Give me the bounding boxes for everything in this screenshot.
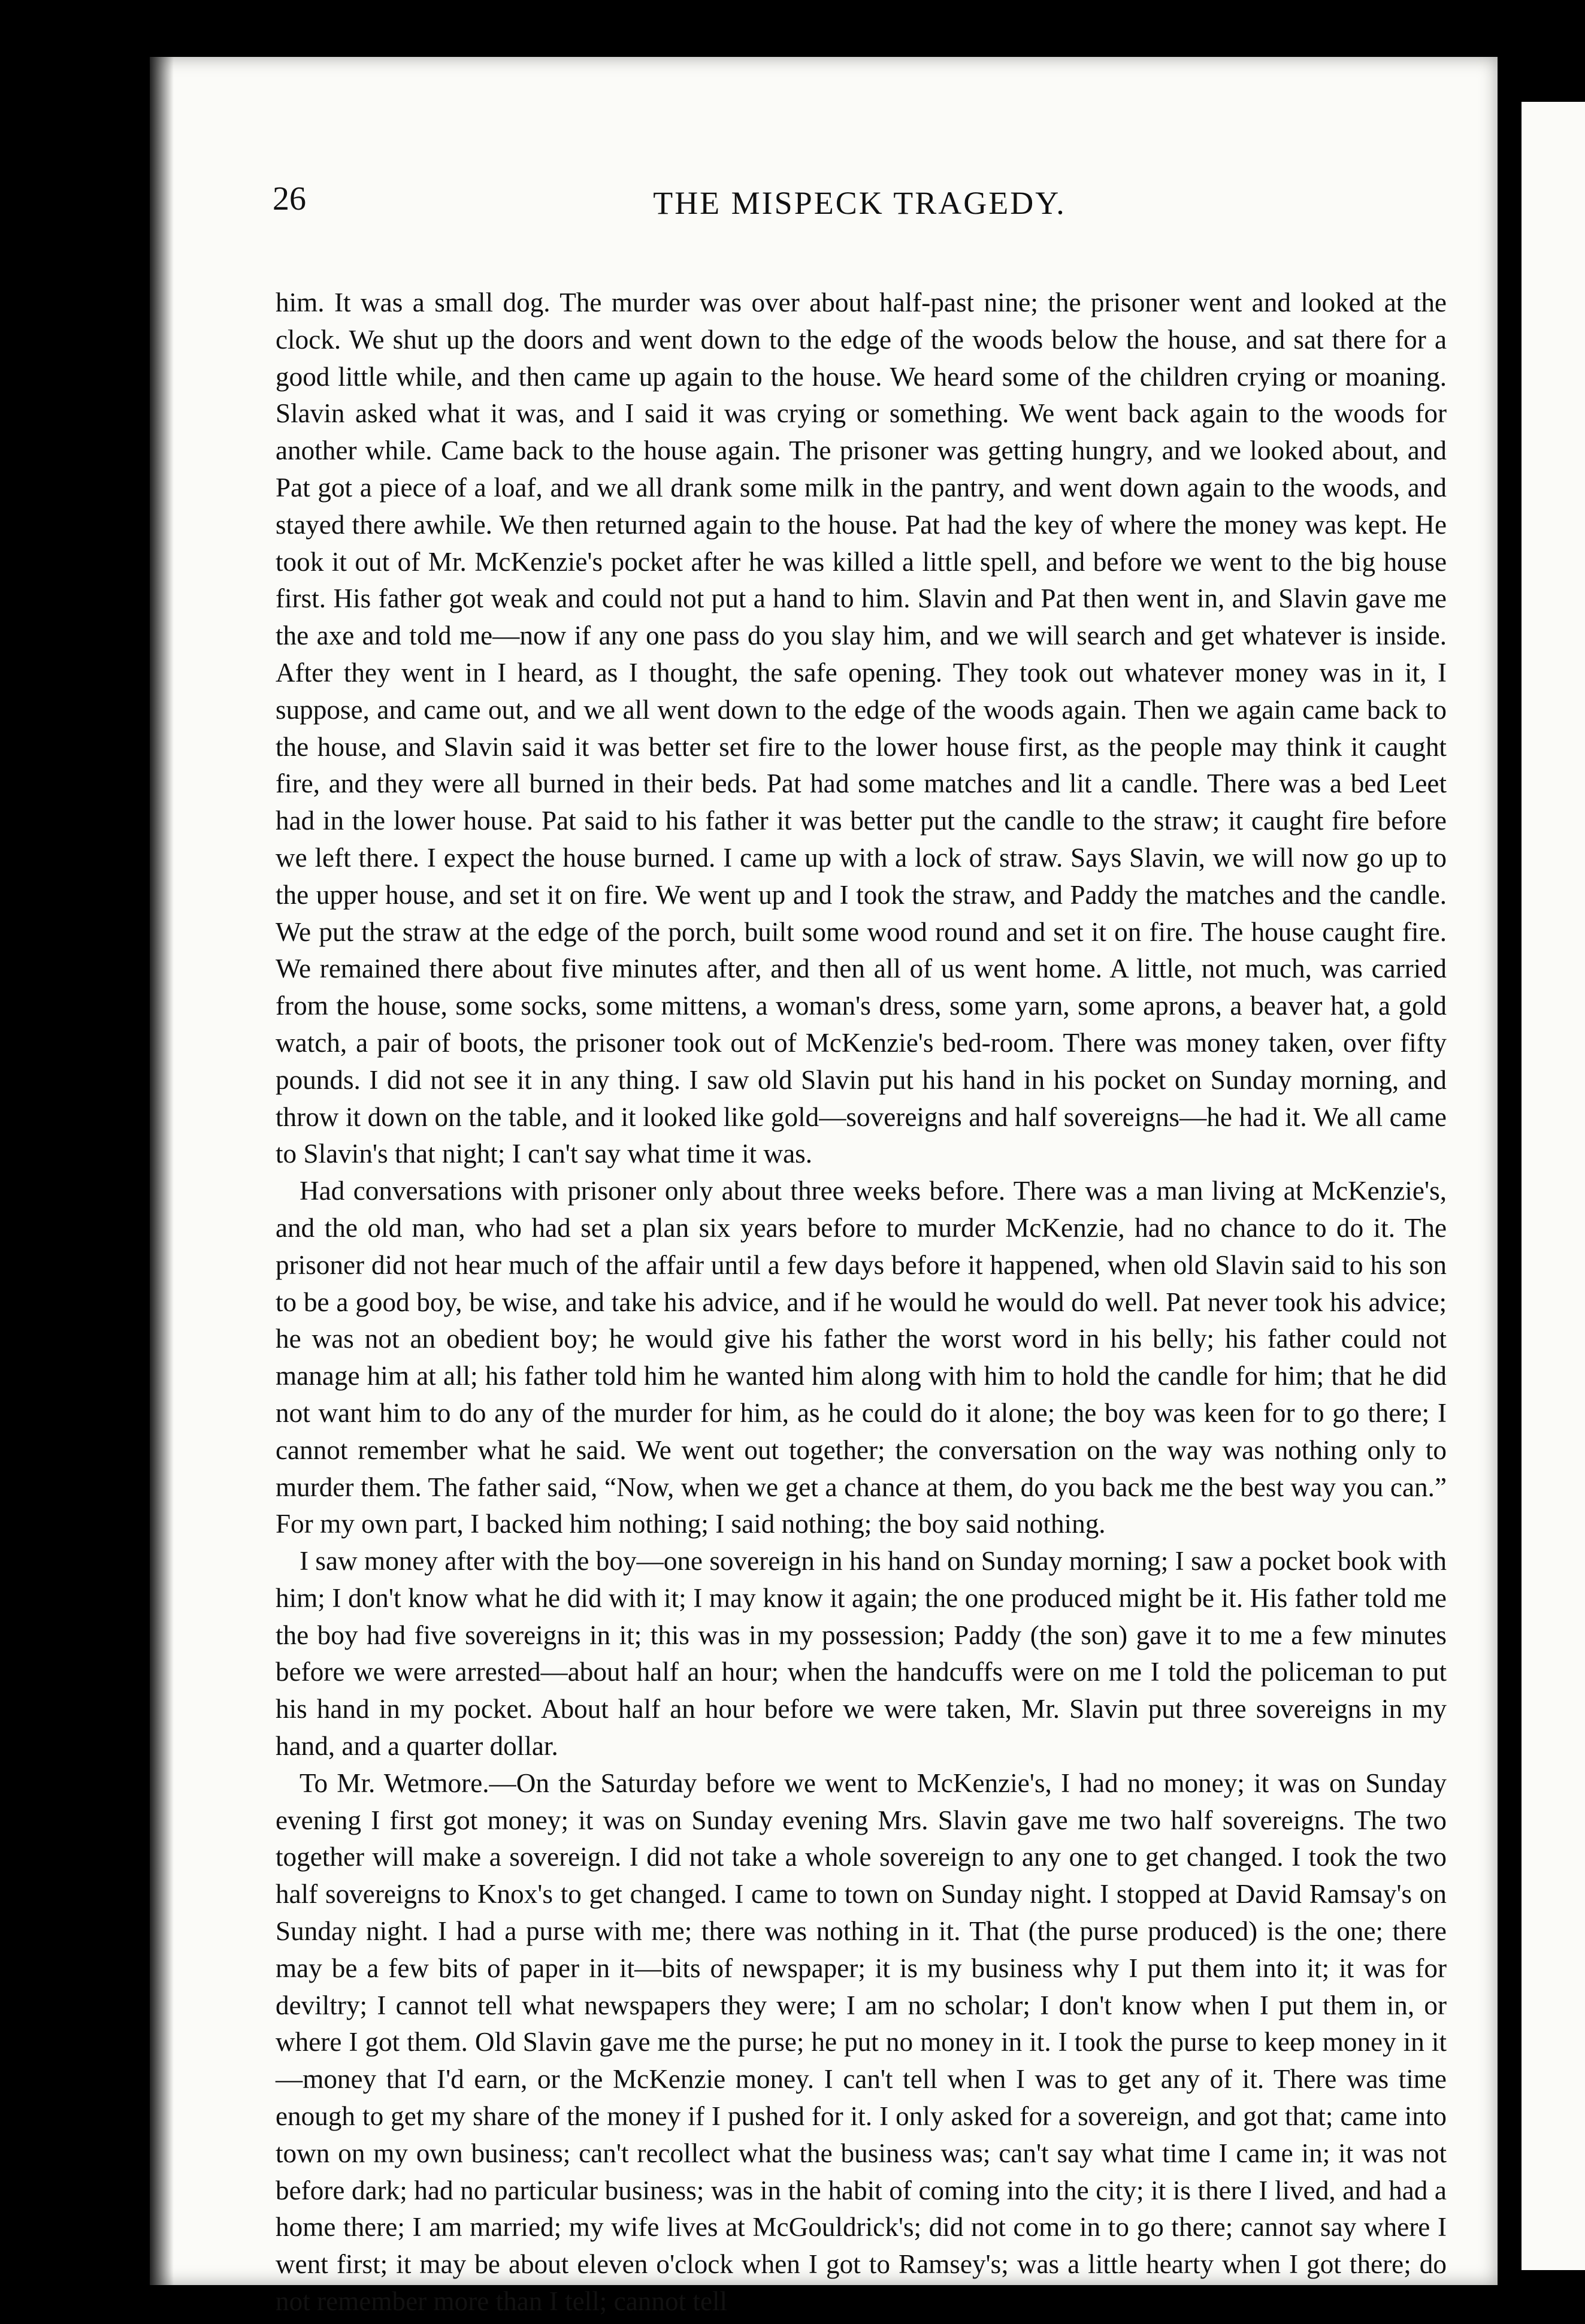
paragraph: Had conversations with prisoner only about three weeks before. There was a man living at McKenzie's, and the old man, who had set a plan six years before to murder McKenzie, had no chance to do it. The prisoner did not hear much of the affair until a few days before it happened, when old Slavin said to his son to be a good boy, be wise, and take his advice, and if he would he would do well. Pat never took his advice; he was not an obedient boy; he would give his father the worst word in his belly; his father could not manage him at all; his father told him he wanted him along with him to hold the candle for him; that he did not want him to do any of the murder for him, as he could do it alone; the boy was keen for to go there; I cannot remember what he said. We went out together; the conversation on the way was nothing only to murder them. The father said, “Now, when we get a chance at them, do you back me the best way you can.” For my own part, I backed him nothing; I said nothing; the boy said nothing. — [276, 1176, 1447, 1539]
page-edge-shadow — [150, 57, 174, 2285]
paragraph: him. It was a small dog. The murder was over about half-past nine; the prisoner went and looked at the clock. We shut up the doors and went down to the edge of the woods below the house, and sat there for a good little while, and then came up again to the house. We heard some of the children crying or moaning. Slavin asked what it was, and I said it was crying or something. We went back again to the woods for another while. Came back to the house again. The prisoner was getting hungry, and we looked about, and Pat got a piece of a loaf, and we all drank some milk in the pantry, and went down again to the woods, and stayed there awhile. We then returned again to the house. Pat had the key of where the money was kept. He took it out of Mr. McKenzie's pocket after he was killed a little spell, and before we went to the big house first. His father got weak and could not put a hand to him. Slavin and Pat then went in, and Slavin gave me the axe and told me—now if any one pass do you slay him, and we will search and get whatever is inside. After they went in I heard, as I thought, the safe opening. They took out whatever money was in it, I suppose, and came out, and we all went down to the edge of the woods again. Then we again came back to the house, and Slavin said it was better set fire to the lower house first, as the people may think it caught fire, and they were all burned in their beds. Pat had some matches and lit a candle. There was a bed Leet had in the lower house. Pat said to his father it was better put the candle to the straw; it caught fire before we left there. I expect the house burned. I came up with a lock of straw. Says Slavin, we will now go up to the upper house, and set it on fire. We went up and I took the straw, and Paddy the matches and the candle. We put the straw at the edge of the porch, built some wood round and set it on fire. The house caught fire. We remained there about five minutes after, and then all of us went home. A little, not much, was carried from the house, some socks, some mittens, a woman's dress, some yarn, some aprons, a beaver hat, a gold watch, a pair of boots, the prisoner took out of McKenzie's bed-room. There was money taken, over fifty pounds. I did not see it in any thing. I saw old Slavin put his hand in his pocket on Sunday morning, and throw it down on the table, and it looked like gold—sovereigns and half sovereigns—he had it. We all came to Slavin's that night; I can't say what time it was. — [276, 288, 1447, 1169]
body-text — [276, 285, 1447, 2320]
running-title: THE MISPECK TRAGEDY. — [653, 185, 1066, 221]
page-number: 26 — [273, 180, 306, 217]
paragraph: To Mr. Wetmore.—On the Saturday before we went to McKenzie's, I had no money; it was on Sunday evening I first got money; it was on Sunday evening Mrs. Slavin gave me two half sovereigns. The two together will make a sovereign. I did not take a whole sovereign to any one to get changed. I took the two half sovereigns to Knox's to get changed. I came to town on Sunday night. I stopped at David Ramsay's on Sunday night. I had a purse with me; there was nothing in it. That (the purse produced) is the one; there may be a few bits of paper in it—bits of newspaper; it is my business why I put them into it; it was for deviltry; I cannot tell what newspapers they were; I am no scholar; I don't know when I put them in, or where I got them. Old Slavin gave me the purse; he put no money in it. I took the purse to keep money in it—money that I'd earn, or the McKenzie money. I can't tell when I was to get any of it. There was time enough to get my share of the money if I pushed for it. I only asked for a sovereign, and got that; came into town on my own business; can't recollect what the business was; can't say what time I came in; it was not before dark; had no particular business; was in the habit of coming into the city; it is there I lived, and had a home there; I am married; my wife lives at McGouldrick's; did not come in to go there; cannot say where I went first; it may be about eleven o'clock when I got to Ramsey's; was a little hearty when I got there; do not remember more than I tell; cannot tell — [276, 1768, 1447, 2317]
paragraph: I saw money after with the boy—one sovereign in his hand on Sunday morning; I saw a pocket book with him; I don't know what he did with it; I may know it again; the one produced might be it. His father told me the boy had five sovereigns in it; this was in my possession; Paddy (the son) gave it to me a few minutes before we were arrested—about half an hour; when the handcuffs were on me I told the policeman to put his hand in my pocket. About half an hour before we were taken, Mr. Slavin put three sovereigns in my hand, and a quarter dollar. — [276, 1546, 1447, 1762]
page-header — [273, 180, 1447, 240]
facing-page-edge — [1522, 102, 1585, 2270]
book-page — [150, 57, 1498, 2317]
